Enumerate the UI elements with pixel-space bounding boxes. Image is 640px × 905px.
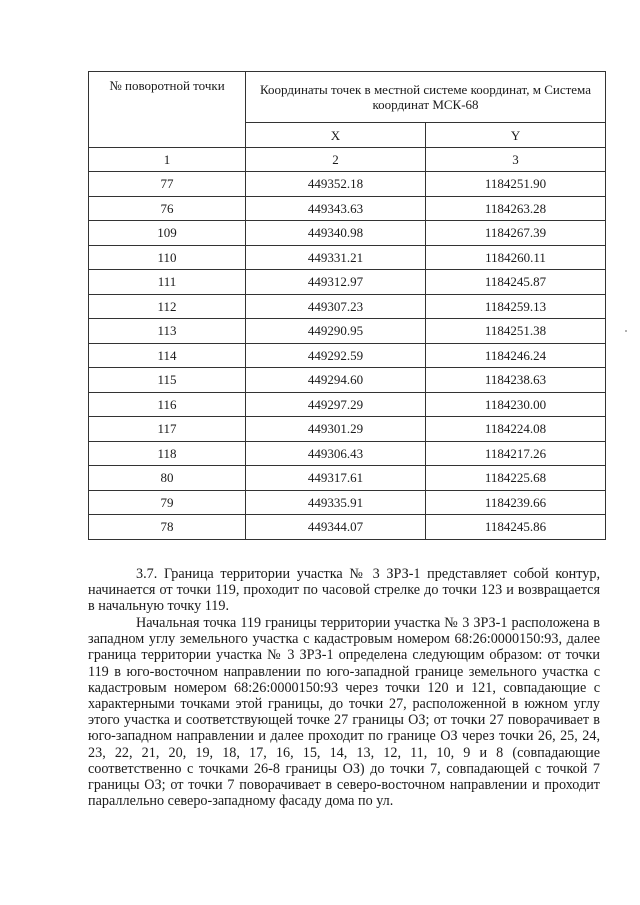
point-cell: 78 <box>89 515 246 540</box>
x-cell: 449312.97 <box>246 270 426 295</box>
header-coordinates: Координаты точек в местной системе координат, м Система координат МСК-68 <box>246 72 606 123</box>
x-cell: 449290.95 <box>246 319 426 344</box>
x-cell: 449335.91 <box>246 490 426 515</box>
x-cell: 449307.23 <box>246 294 426 319</box>
column-number-row <box>89 148 606 172</box>
table-row <box>89 343 606 368</box>
x-cell: 449297.29 <box>246 392 426 417</box>
point-cell: 77 <box>89 172 246 197</box>
x-cell: 449343.63 <box>246 196 426 221</box>
x-cell: 449294.60 <box>246 368 426 393</box>
table-row <box>89 515 606 540</box>
point-cell: 114 <box>89 343 246 368</box>
point-cell: 118 <box>89 441 246 466</box>
header-point-number: № поворотной точки <box>89 72 246 148</box>
header-x: X <box>246 123 426 148</box>
header-y: Y <box>426 123 606 148</box>
y-cell: 1184251.90 <box>426 172 606 197</box>
y-cell: 1184225.68 <box>426 466 606 491</box>
x-cell: 449352.18 <box>246 172 426 197</box>
table-row <box>89 172 606 197</box>
table-header-row <box>89 72 606 123</box>
column-number: 2 <box>246 148 426 172</box>
table-row <box>89 490 606 515</box>
paragraph-boundary-description: Начальная точка 119 границы территории участка № 3 ЗРЗ-1 расположена в западном углу земельного участка с кадастровым номером 68:26:0000150:93, далее граница территории участка № 3 ЗРЗ-1 определена следующим образом: от точки 119 в юго-восточном направлении по юго-западной границе земельного участка с кадастровым номером 68:26:0000150:93 через точки 120 и 121, совпадающие с характерными точками этой границы, до точки 27, расположенной в южном углу этого участка и соответствующей точке 27 границы ОЗ; от точки 27 поворачивает в юго-западном направлении и далее проходит по границе ОЗ через точки 26, 25, 24, 23, 22, 21, 20, 19, 18, 17, 16, 15, 14, 13, 12, 11, 10, 9 и 8 (совпадающие соответственно с точками 26-8 границы ОЗ) до точки 7, совпадающей с точкой 7 границы ОЗ; от точки 7 поворачивает в северо-восточном направлении и проходит параллельно северо-западному фасаду дома по ул. <box>88 615 600 810</box>
point-cell: 109 <box>89 221 246 246</box>
table-row <box>89 466 606 491</box>
y-cell: 1184245.87 <box>426 270 606 295</box>
y-cell: 1184246.24 <box>426 343 606 368</box>
table-row <box>89 294 606 319</box>
y-cell: 1184230.00 <box>426 392 606 417</box>
x-cell: 449317.61 <box>246 466 426 491</box>
x-cell: 449331.21 <box>246 245 426 270</box>
table-row <box>89 221 606 246</box>
coordinates-table <box>88 71 606 540</box>
y-cell: 1184217.26 <box>426 441 606 466</box>
point-cell: 79 <box>89 490 246 515</box>
y-cell: 1184259.13 <box>426 294 606 319</box>
column-number: 1 <box>89 148 246 172</box>
y-cell: 1184245.86 <box>426 515 606 540</box>
y-cell: 1184267.39 <box>426 221 606 246</box>
x-cell: 449340.98 <box>246 221 426 246</box>
x-cell: 449306.43 <box>246 441 426 466</box>
point-cell: 113 <box>89 319 246 344</box>
point-cell: 110 <box>89 245 246 270</box>
y-cell: 1184260.11 <box>426 245 606 270</box>
point-cell: 112 <box>89 294 246 319</box>
point-cell: 111 <box>89 270 246 295</box>
y-cell: 1184238.63 <box>426 368 606 393</box>
y-cell: 1184263.28 <box>426 196 606 221</box>
y-cell: 1184251.38 <box>426 319 606 344</box>
paragraph-3-7: 3.7. Граница территории участка № 3 ЗРЗ-1 представляет собой контур, начинается от точки 119, проходит по часовой стрелке до точки 123 и возвращается в начальную точку 119. <box>88 566 600 615</box>
column-number: 3 <box>426 148 606 172</box>
point-cell: 115 <box>89 368 246 393</box>
x-cell: 449301.29 <box>246 417 426 442</box>
table-row <box>89 417 606 442</box>
y-cell: 1184239.66 <box>426 490 606 515</box>
point-cell: 117 <box>89 417 246 442</box>
table-row <box>89 392 606 417</box>
scan-speck <box>625 330 627 332</box>
point-cell: 116 <box>89 392 246 417</box>
x-cell: 449344.07 <box>246 515 426 540</box>
x-cell: 449292.59 <box>246 343 426 368</box>
point-cell: 76 <box>89 196 246 221</box>
table-row <box>89 441 606 466</box>
table-row <box>89 245 606 270</box>
table-row <box>89 319 606 344</box>
point-cell: 80 <box>89 466 246 491</box>
y-cell: 1184224.08 <box>426 417 606 442</box>
table-row <box>89 368 606 393</box>
table-row <box>89 270 606 295</box>
table-row <box>89 196 606 221</box>
